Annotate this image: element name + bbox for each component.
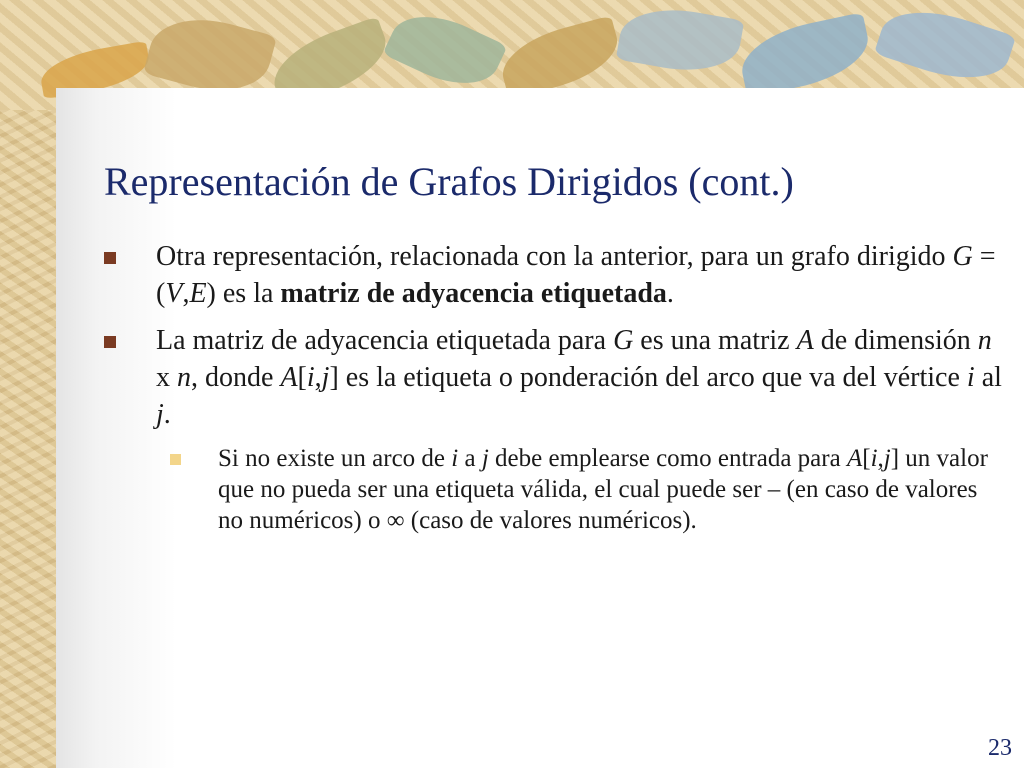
slide-title: Representación de Grafos Dirigidos (cont.) [104, 159, 794, 204]
sub-bullet-text: Si no existe un arco de i a j debe emplearse como entrada para A[i,j] un valor que no pueda ser una etiqueta válida, el cual puede ser – (en caso de valores no numéricos) o ∞ (caso de valores numéricos). [218, 445, 988, 534]
bullet-item-1 [104, 238, 1004, 312]
square-subbullet-icon [170, 454, 181, 465]
bullet-item-2 [104, 322, 1004, 433]
square-bullet-icon [104, 336, 116, 348]
bullet-text: Otra representación, relacionada con la anterior, para un grafo dirigido G = (V,E) es la matriz de adyacencia etiquetada. [156, 241, 996, 309]
page-number: 23 [988, 735, 1012, 761]
square-bullet-icon [104, 252, 116, 264]
sub-bullet-item-1 [170, 443, 1004, 536]
bullet-list [104, 238, 1004, 536]
bullet-text: La matriz de adyacencia etiquetada para G es una matriz A de dimensión n x n, donde A[i,j] es la etiqueta o ponderación del arco que va del vértice i al j. [156, 325, 1002, 430]
background-left-strip [0, 0, 56, 768]
